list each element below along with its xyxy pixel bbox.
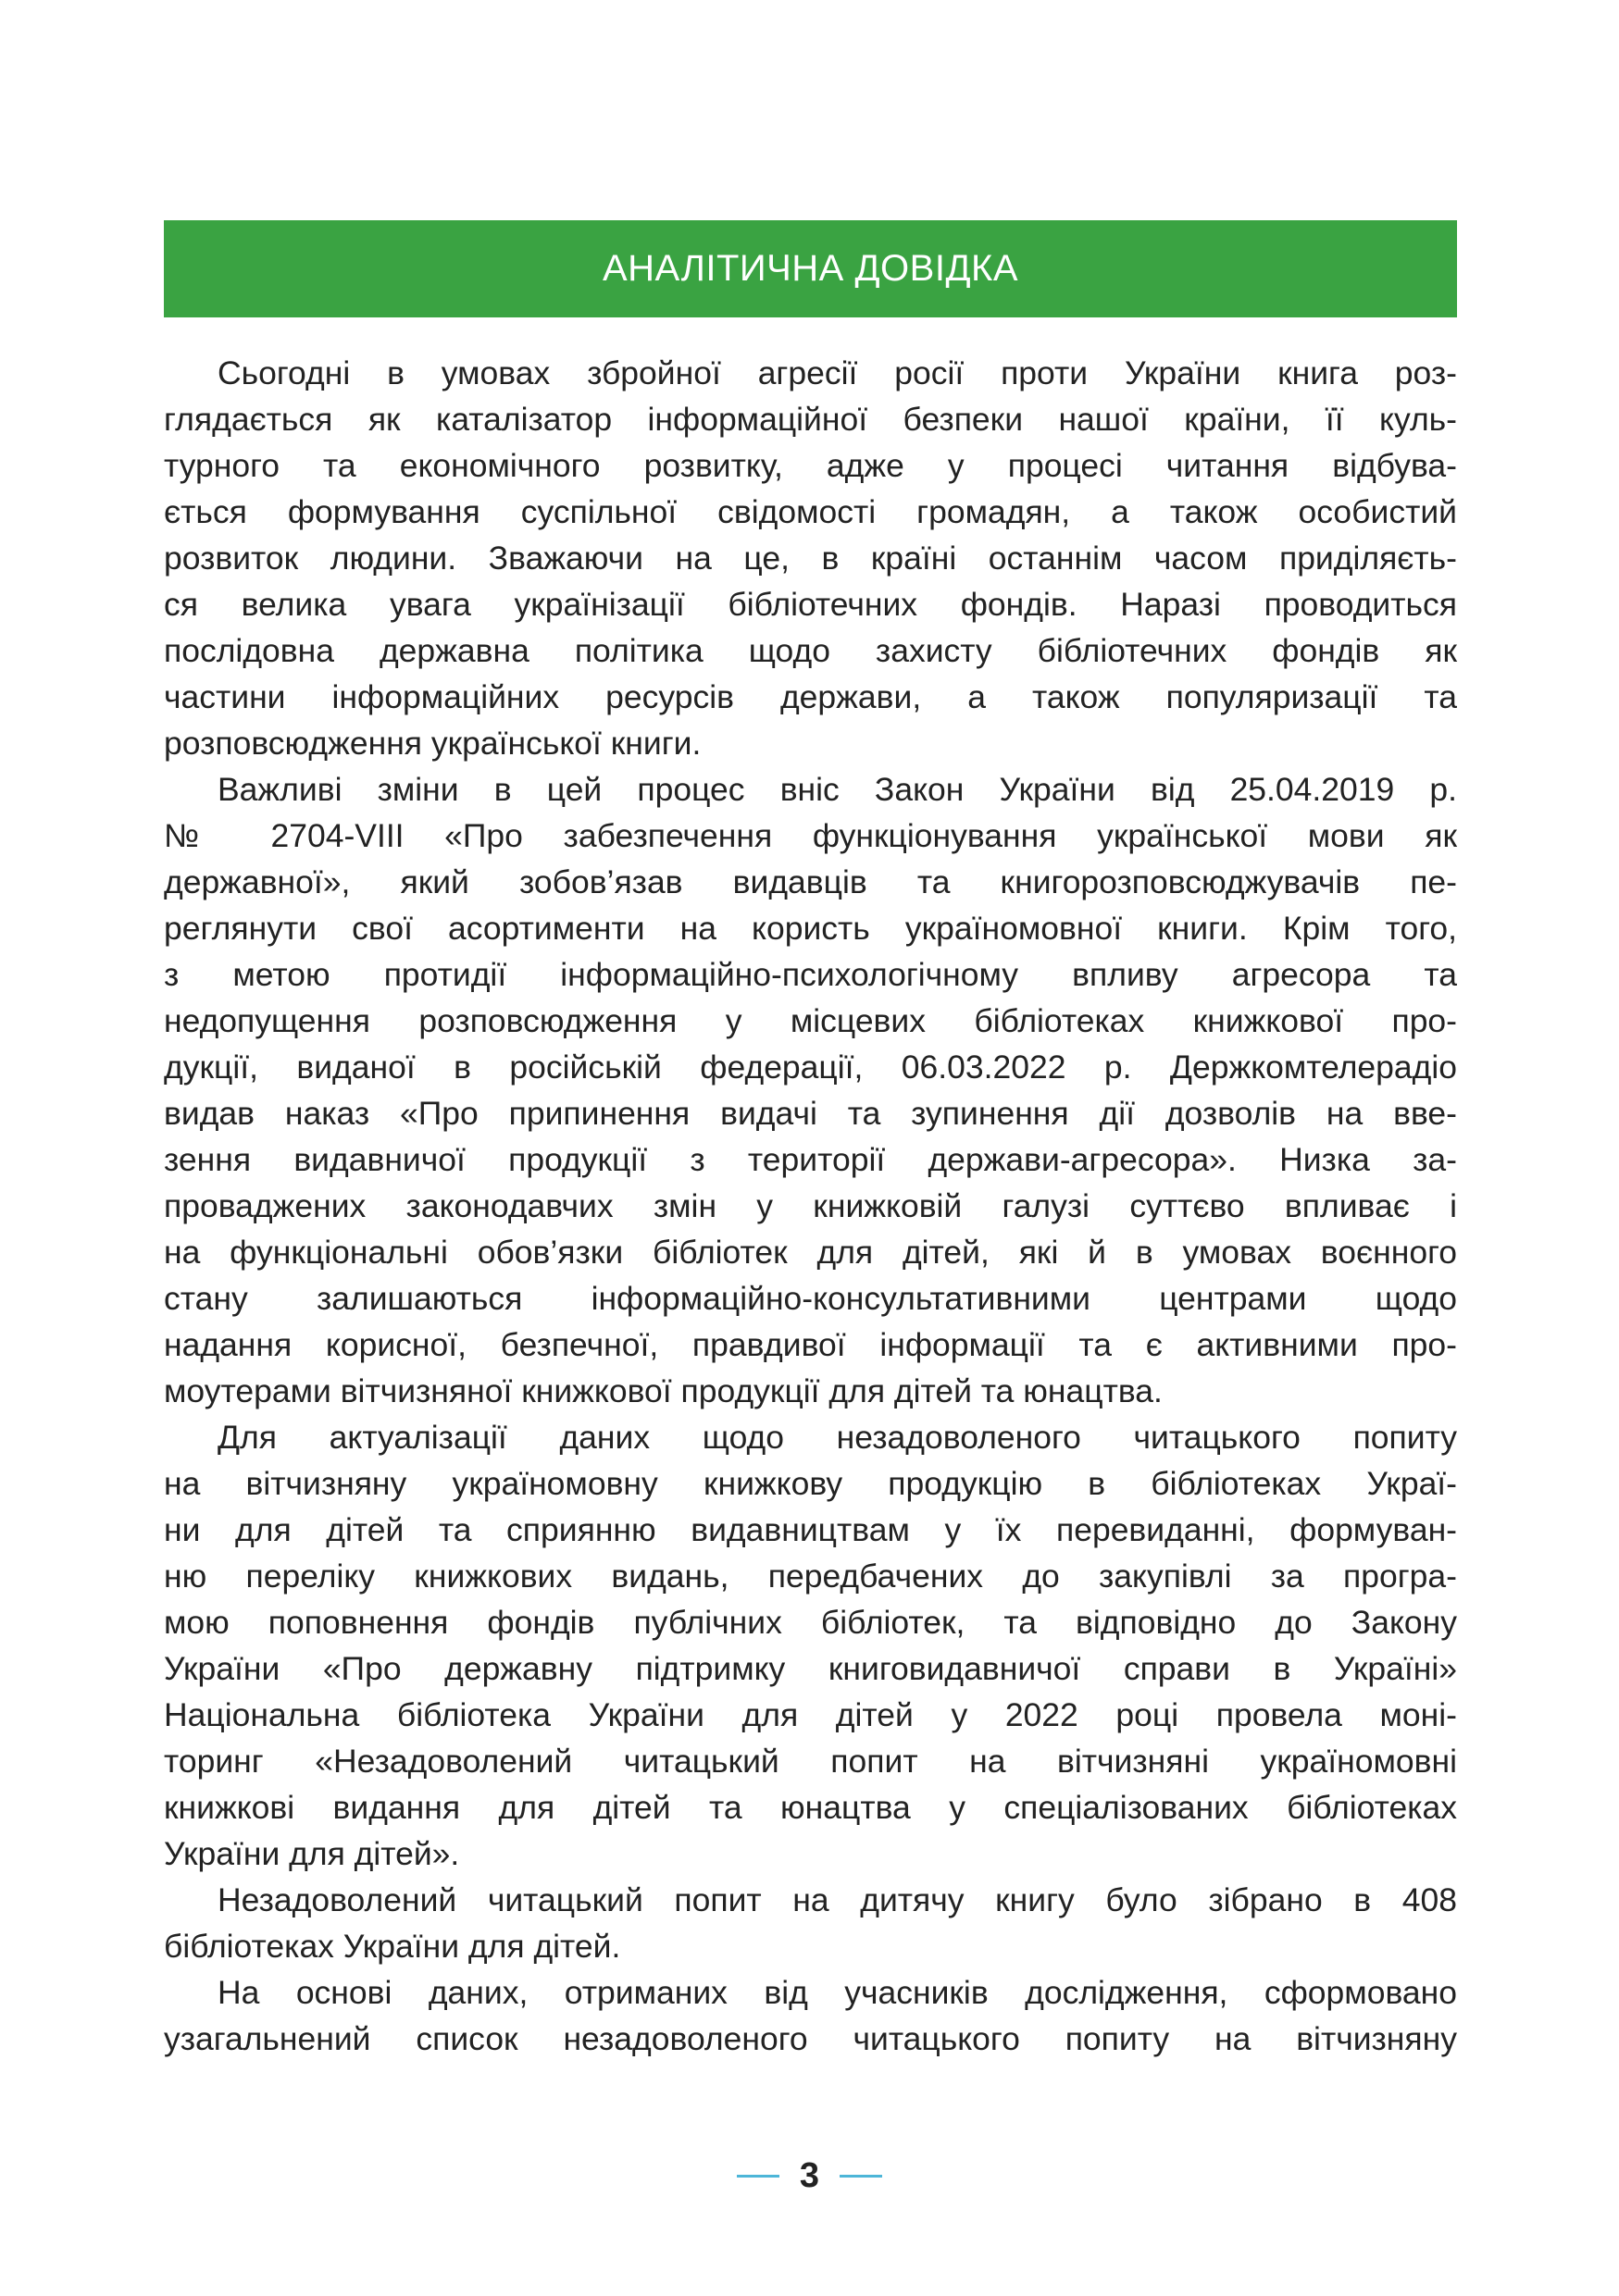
footer-rule-right — [840, 2175, 882, 2178]
text-line: недопущення розповсюдження у місцевих бібліотеках книжкової про- — [164, 1002, 1457, 1039]
paragraph — [164, 766, 1457, 1414]
text-line: ни для дітей та сприянню видавництвам у їх перевиданні, формуван- — [164, 1511, 1457, 1548]
text-line: надання корисної, безпечної, правдивої інформації та є активними про- — [164, 1326, 1457, 1363]
text-line: Для актуалізації даних щодо незадоволеного читацького попиту — [218, 1419, 1457, 1456]
text-line: ється формування суспільної свідомості громадян, а також особистий — [164, 493, 1457, 530]
text-line: ся велика увага українізації бібліотечних фондів. Наразі проводиться — [164, 586, 1457, 623]
text-line: України «Про державну підтримку книговидавничої справи в Україні» — [164, 1650, 1457, 1687]
text-line: розвиток людини. Зважаючи на це, в країні останнім часом приділяєть- — [164, 540, 1457, 577]
text-line: № 2704-VIII «Про забезпечення функціонування української мови як — [164, 817, 1457, 854]
text-line: частини інформаційних ресурсів держави, а також популяризації та — [164, 678, 1457, 715]
paragraph — [164, 350, 1457, 766]
text-line: На основі даних, отриманих від учасників дослідження, сформовано — [218, 1974, 1457, 2011]
text-line: турного та економічного розвитку, адже у процесі читання відбува- — [164, 447, 1457, 484]
text-line: торинг «Незадоволений читацький попит на вітчизняні україномовні — [164, 1743, 1457, 1780]
text-line: Національна бібліотека України для дітей у 2022 році провела моні- — [164, 1696, 1457, 1733]
text-line: послідовна державна політика щодо захисту бібліотечних фондів як — [164, 632, 1457, 669]
text-line: реглянути свої асортименти на користь україномовної книги. Крім того, — [164, 910, 1457, 947]
text-line: Незадоволений читацький попит на дитячу книгу було зібрано в 408 — [218, 1881, 1457, 1918]
paragraph — [164, 1877, 1457, 1969]
section-title: АНАЛІТИЧНА ДОВІДКА — [602, 248, 1019, 289]
text-line: дукції, виданої в російській федерації, 06.03.2022 р. Держкомтелерадіо — [164, 1049, 1457, 1086]
text-line: ню переліку книжкових видань, передбачених до закупівлі за програ- — [164, 1558, 1457, 1595]
text-line: Сьогодні в умовах збройної агресії росії проти України книга роз- — [218, 354, 1457, 391]
text-line: України для дітей». — [164, 1835, 460, 1872]
text-line: стану залишаються інформаційно-консультативними центрами щодо — [164, 1280, 1457, 1317]
page-number: 3 — [799, 2156, 820, 2195]
text-line: глядається як каталізатор інформаційної безпеки нашої країни, її куль- — [164, 401, 1457, 438]
text-line: державної», який зобов’язав видавців та книгорозповсюджувачів пе- — [164, 863, 1457, 900]
text-line: зення видавничої продукції з території держави-агресора». Низка за- — [164, 1141, 1457, 1178]
text-line: на функціональні обов’язки бібліотек для дітей, які й в умовах воєнного — [164, 1234, 1457, 1271]
paragraph — [164, 1969, 1457, 2062]
text-line: розповсюдження української книги. — [164, 725, 702, 762]
paragraph — [164, 1414, 1457, 1877]
text-line: мою поповнення фондів публічних бібліотек, та відповідно до Закону — [164, 1604, 1457, 1641]
section-header-band — [164, 220, 1457, 317]
page-footer — [0, 2156, 1619, 2196]
text-line: бібліотеках України для дітей. — [164, 1928, 621, 1965]
text-line: книжкові видання для дітей та юнацтва у спеціалізованих бібліотеках — [164, 1789, 1457, 1826]
text-line: видав наказ «Про припинення видачі та зупинення дії дозволів на вве- — [164, 1095, 1457, 1132]
text-line: узагальнений список незадоволеного читацького попиту на вітчизняну — [164, 2020, 1457, 2057]
body-text — [164, 350, 1457, 2062]
footer-rule-left — [737, 2175, 779, 2178]
text-line: моутерами вітчизняної книжкової продукції для дітей та юнацтва. — [164, 1372, 1163, 1409]
text-line: проваджених законодавчих змін у книжковій галузі суттєво впливає і — [164, 1187, 1457, 1224]
text-line: з метою протидії інформаційно-психологічному впливу агресора та — [164, 956, 1457, 993]
text-line: на вітчизняну україномовну книжкову продукцію в бібліотеках Украї- — [164, 1465, 1457, 1502]
text-line: Важливі зміни в цей процес вніс Закон України від 25.04.2019 р. — [218, 771, 1457, 808]
